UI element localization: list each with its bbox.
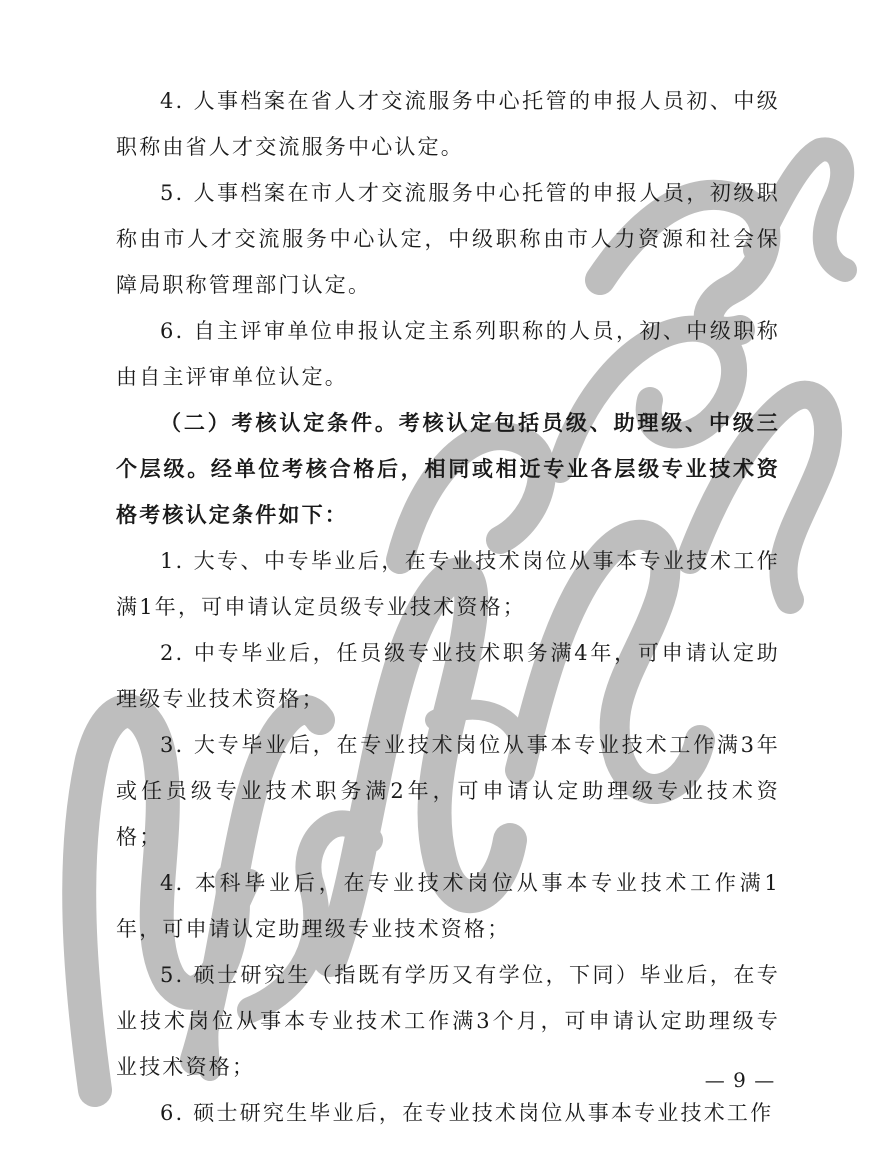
- paragraph-2: 5. 人事档案在市人才交流服务中心托管的申报人员，初级职称由市人才交流服务中心认定，中级职称由市人力资源和社会保障局职称管理部门认定。: [116, 181, 780, 297]
- paragraph-9: 5. 硕士研究生（指既有学历又有学位，下同）毕业后，在专业技术岗位从事本专业技术工作满3个月，可申请认定助理级专业技术资格；: [116, 963, 780, 1079]
- paragraph-10: 6. 硕士研究生毕业后，在专业技术岗位从事本专业技术工作: [160, 1101, 774, 1125]
- paragraph-3: 6. 自主评审单位申报认定主系列职称的人员，初、中级职称由自主评审单位认定。: [116, 319, 780, 389]
- page-number: — 9 —: [704, 1068, 776, 1092]
- paragraph-5: 1. 大专、中专毕业后，在专业技术岗位从事本专业技术工作满1年，可申请认定员级专业技术资格；: [116, 549, 780, 619]
- document-body: [116, 78, 780, 1136]
- paragraph-7: 3. 大专毕业后，在专业技术岗位从事本专业技术工作满3年或任员级专业技术职务满2年，可申请认定助理级专业技术资格；: [116, 733, 780, 849]
- section-heading-paragraph: （二）考核认定条件。考核认定包括员级、助理级、中级三个层级。经单位考核合格后，相同或相近专业各层级专业技术资格考核认定条件如下：: [116, 410, 780, 527]
- paragraph-1: 4. 人事档案在省人才交流服务中心托管的申报人员初、中级职称由省人才交流服务中心认定。: [116, 89, 780, 159]
- paragraph-6: 2. 中专毕业后，任员级专业技术职务满4年，可申请认定助理级专业技术资格；: [116, 641, 780, 711]
- paragraph-8: 4. 本科毕业后，在专业技术岗位从事本专业技术工作满1年，可申请认定助理级专业技术资格；: [116, 871, 780, 941]
